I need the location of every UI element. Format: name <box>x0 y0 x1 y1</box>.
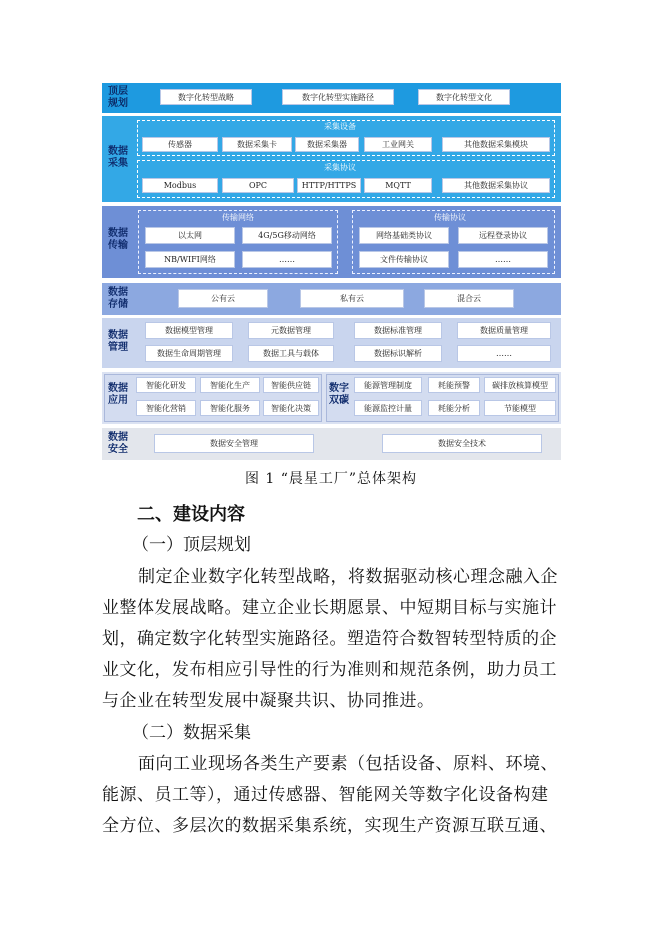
app-item: 智能化决策 <box>263 400 319 416</box>
transfer-protocol-item: 远程登录协议 <box>458 227 548 244</box>
section-title: 二、建设内容 <box>137 504 245 525</box>
subsection-title: （一）顶层规划 <box>132 535 251 555</box>
transfer-protocol-item: …… <box>458 251 548 268</box>
paragraph-line: 划，确定数字化转型实施路径。塑造符合数智转型特质的企 <box>102 629 557 649</box>
device-item: 传感器 <box>142 137 218 152</box>
storage-item: 公有云 <box>178 289 268 308</box>
network-item: …… <box>242 251 332 268</box>
carbon-item: 耗能分析 <box>428 400 480 416</box>
layer-label: 数据 传输 <box>108 228 128 251</box>
protocol-item: Modbus <box>142 178 218 193</box>
device-item: 工业网关 <box>364 137 432 152</box>
layer-label: 数据 安全 <box>108 432 128 455</box>
network-item: 4G/5G移动网络 <box>242 227 332 244</box>
app-item: 智能供应链 <box>263 377 319 393</box>
storage-item: 混合云 <box>424 289 514 308</box>
carbon-item: 能源监控计量 <box>354 400 422 416</box>
manage-item: 数据标准管理 <box>354 322 442 339</box>
manage-item: 元数据管理 <box>248 322 334 339</box>
layer-data-collection <box>102 116 561 202</box>
device-item: 数据采集卡 <box>222 137 292 152</box>
manage-item: 数据工具与载体 <box>248 345 334 362</box>
manage-item: 数据生命周期管理 <box>145 345 233 362</box>
paragraph-line: 面向工业现场各类生产要素（包括设备、原料、环境、 <box>138 754 558 774</box>
manage-item: …… <box>457 345 551 362</box>
layer-label: 数据 采集 <box>108 146 128 169</box>
layer-data-management <box>102 318 561 368</box>
paragraph-line: 业文化，发布相应引导性的行为准则和规范条例，助力员工 <box>102 660 557 680</box>
top-item: 数字化转型实施路径 <box>282 89 394 105</box>
protocol-item: MQTT <box>364 178 432 193</box>
paragraph-line: 业整体发展战略。建立企业长期愿景、中短期目标与实施计 <box>102 598 557 618</box>
device-item: 其他数据采集模块 <box>442 137 550 152</box>
layer-data-application <box>102 372 561 424</box>
layer-label: 数据 应用 <box>108 383 128 406</box>
network-item: 以太网 <box>145 227 235 244</box>
group-title: 采集设备 <box>324 122 356 131</box>
app-item: 智能化营销 <box>136 400 196 416</box>
transfer-protocol-item: 网络基础类协议 <box>359 227 449 244</box>
manage-item: 数据模型管理 <box>145 322 233 339</box>
layer-label: 数据 存储 <box>108 287 128 310</box>
subsection-title: （二）数据采集 <box>132 723 251 743</box>
app-item: 智能化服务 <box>200 400 260 416</box>
layer-label: 顶层 规划 <box>108 86 128 109</box>
top-item: 数字化转型战略 <box>160 89 252 105</box>
group-title: 传输网络 <box>222 213 254 222</box>
group-title: 传输协议 <box>434 213 466 222</box>
carbon-item: 节能模型 <box>484 400 556 416</box>
storage-item: 私有云 <box>300 289 404 308</box>
top-item: 数字化转型文化 <box>418 89 510 105</box>
device-item: 数据采集器 <box>295 137 359 152</box>
layer-data-security <box>102 428 561 460</box>
carbon-item: 能源管理制度 <box>354 377 422 393</box>
manage-item: 数据质量管理 <box>457 322 551 339</box>
group-title: 采集协议 <box>324 163 356 172</box>
transfer-protocol-item: 文件传输协议 <box>359 251 449 268</box>
paragraph-line: 全方位、多层次的数据采集系统，实现生产资源互联互通、 <box>102 816 557 836</box>
layer-top-planning <box>102 83 561 113</box>
layer-data-transfer <box>102 206 561 278</box>
carbon-item: 碳排放核算模型 <box>484 377 556 393</box>
paragraph-line: 能源、员工等），通过传感器、智能网关等数字化设备构建 <box>102 785 549 805</box>
protocol-item: OPC <box>222 178 294 193</box>
paragraph-line: 与企业在转型发展中凝聚共识、协同推进。 <box>102 691 435 711</box>
app-item: 智能化生产 <box>200 377 260 393</box>
manage-item: 数据标识解析 <box>354 345 442 362</box>
protocol-item: 其他数据采集协议 <box>442 178 550 193</box>
network-item: NB/WIFI网络 <box>145 251 235 268</box>
security-item: 数据安全技术 <box>382 434 542 453</box>
layer-label: 数据 管理 <box>108 330 128 353</box>
paragraph-line: 制定企业数字化转型战略，将数据驱动核心理念融入企 <box>138 567 558 587</box>
app-item: 智能化研发 <box>136 377 196 393</box>
carbon-item: 耗能预警 <box>428 377 480 393</box>
layer-data-storage <box>102 283 561 315</box>
figure-caption: 图 1 “晨星工厂”总体架构 <box>244 471 418 487</box>
layer-label: 数字 双碳 <box>329 383 349 406</box>
protocol-item: HTTP/HTTPS <box>297 178 361 193</box>
security-item: 数据安全管理 <box>154 434 314 453</box>
